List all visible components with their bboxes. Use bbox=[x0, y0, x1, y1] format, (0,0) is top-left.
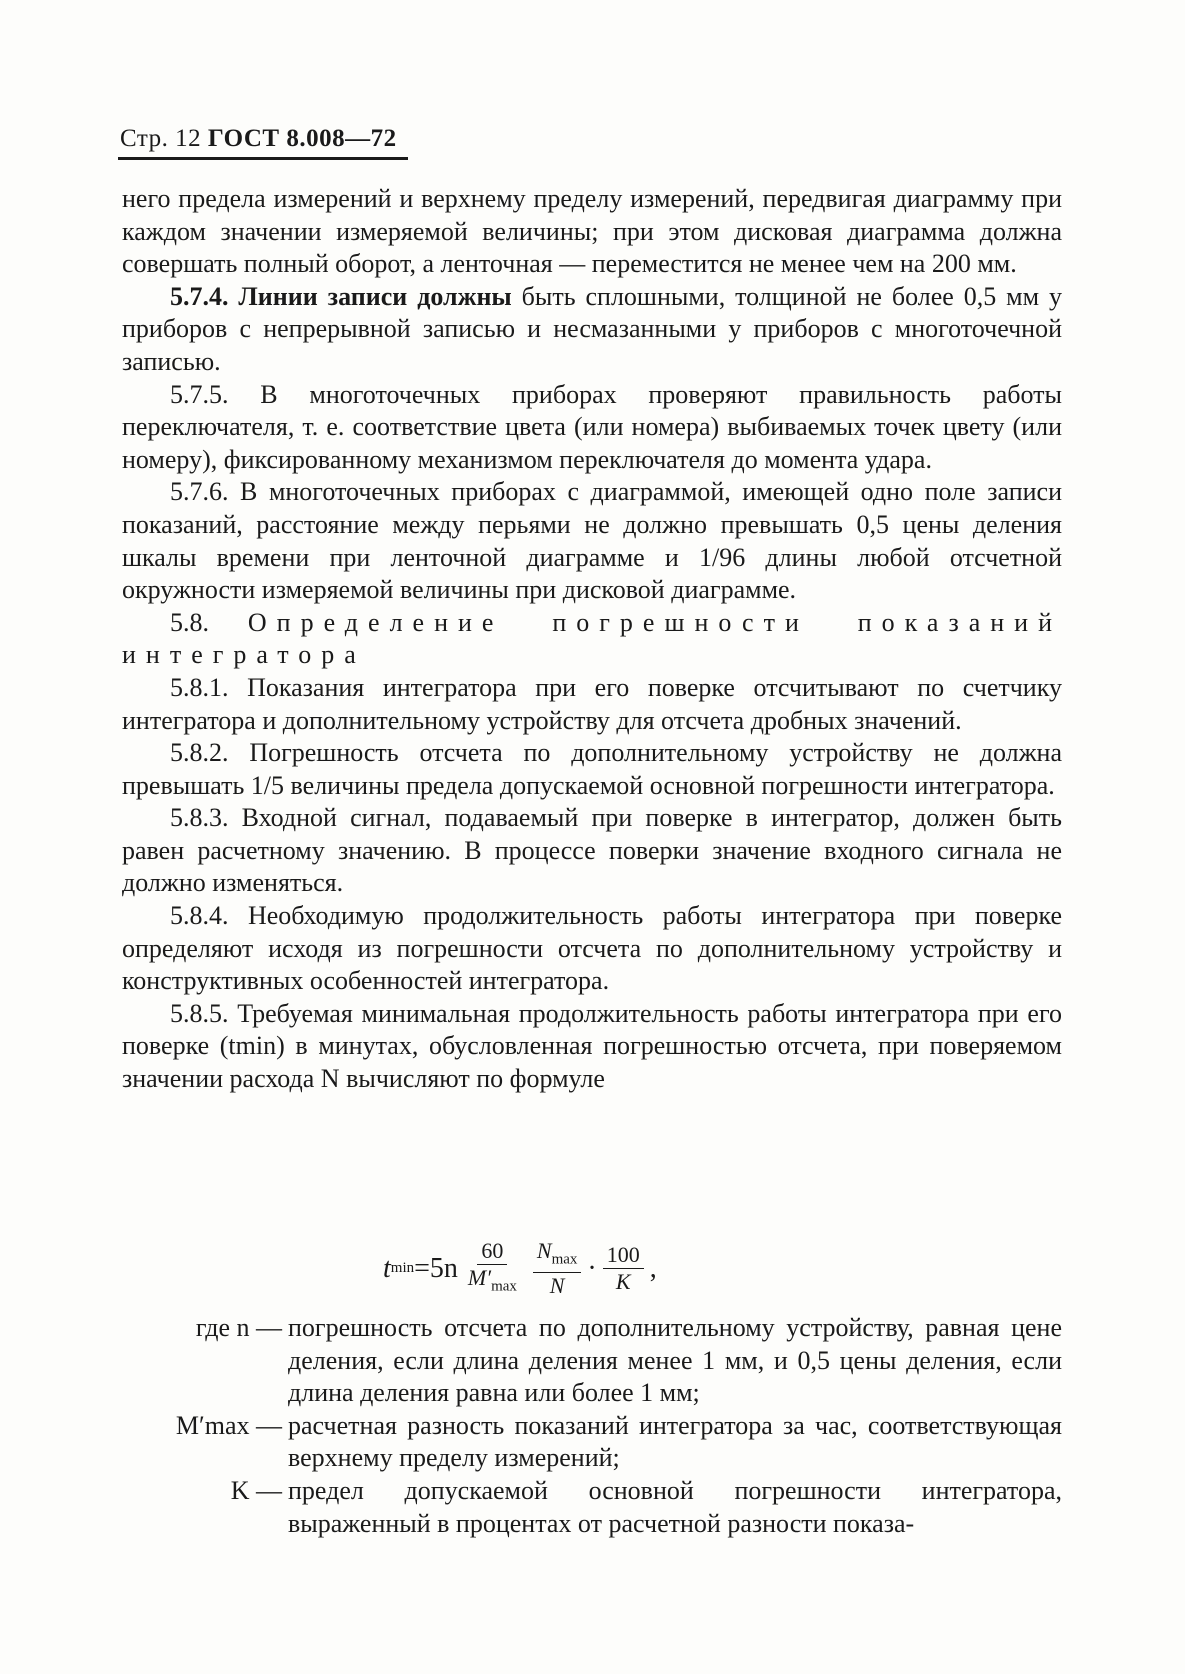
header-rule bbox=[118, 157, 408, 160]
standard-code: ГОСТ 8.008—72 bbox=[207, 125, 397, 152]
fraction-100-over-k bbox=[603, 1242, 644, 1295]
variable-definitions bbox=[122, 1312, 1062, 1540]
fraction-nmax-over-n bbox=[533, 1238, 582, 1299]
formula-lhs-sub: min bbox=[390, 1260, 415, 1277]
fraction-numerator-symbol: N bbox=[536, 1238, 552, 1263]
paragraph-5-8-4: 5.8.4. Необходимую продолжительность работы интегратора при поверке определяют исходя из погрешности отсчета по дополнительному устройству и конструктивных особенностей интегратора. bbox=[122, 901, 1062, 996]
section-5-8-number: 5.8. bbox=[170, 607, 209, 637]
formula-lhs: t bbox=[383, 1252, 391, 1284]
fraction-numerator: 60 bbox=[477, 1238, 507, 1265]
paragraph-5-8-3: 5.8.3. Входной сигнал, подаваемый при поверке в интегратор, должен быть равен расчетному значению. В процессе поверки значение входного сигнала не должно изменяться. bbox=[122, 803, 1062, 898]
paragraph-5-7-4 bbox=[122, 281, 1062, 379]
fraction-denominator bbox=[464, 1265, 521, 1299]
fraction-numerator: 100 bbox=[603, 1242, 644, 1269]
paragraph-5-7-6: 5.7.6. В многоточечных приборах с диаграммой, имеющей одно поле записи показаний, расстояние между перьями не должно превышать 0,5 цены деления шкалы времени при ленточной диаграмме и 1/96 длины любой отсчетной окружности измеряемой величины при дисковой диаграмме. bbox=[122, 477, 1062, 605]
definition-mmax bbox=[122, 1410, 1062, 1475]
document-body bbox=[122, 183, 1062, 1096]
definition-term: K — bbox=[230, 1475, 282, 1505]
paragraph-5-8-5: 5.8.5. Требуемая минимальная продолжительность работы интегратора при его поверке (tmin) в минутах, обусловленная погрешностью отсчета, при поверяемом значении расхода N вычисляют по формуле bbox=[122, 998, 1062, 1094]
clause-5-7-4-bold: записи должны bbox=[327, 281, 512, 311]
fraction-denominator-sub: max bbox=[491, 1278, 517, 1295]
section-5-8-title: Определение погрешности показаний интегратора bbox=[122, 607, 1062, 670]
fraction-60-over-mmax bbox=[464, 1238, 521, 1299]
fraction-numerator bbox=[533, 1238, 582, 1273]
definition-text: погрешность отсчета по дополнительному устройству, равная цене деления, если длина деления менее 1 мм, и 0,5 цены деления, если длина деления равна или более 1 мм; bbox=[288, 1313, 1062, 1408]
formula-dot: · bbox=[587, 1252, 597, 1284]
definition-k bbox=[122, 1475, 1062, 1540]
fraction-denominator-symbol: M′ bbox=[467, 1265, 492, 1290]
clause-5-7-4-lead: 5.7.4. Линии bbox=[170, 281, 318, 311]
formula-tail: , bbox=[649, 1252, 657, 1284]
page-number: Стр. 12 bbox=[120, 125, 202, 152]
fraction-numerator-sub: max bbox=[551, 1251, 578, 1268]
definition-text: предел допускаемой основной погрешности интегратора, выраженный в процентах от расчетной разности показа- bbox=[288, 1475, 1062, 1538]
clause-5-7-4-text: быть сплошными, толщиной не более 0,5 мм у приборов с непрерывной записью и несмазанными у приборов с многоточечной записью. bbox=[122, 281, 1063, 376]
definition-term: где n — bbox=[195, 1313, 282, 1342]
definition-term: M′max — bbox=[175, 1410, 282, 1440]
paragraph-5-8-2: 5.8.2. Погрешность отсчета по дополнительному устройству не должна превышать 1/5 величины предела допускаемой основной погрешности интегратора. bbox=[122, 738, 1062, 800]
fraction-denominator-symbol: K bbox=[615, 1269, 631, 1295]
fraction-denominator-symbol: N bbox=[549, 1273, 565, 1299]
paragraph-continuation: него предела измерений и верхнему пределу измерений, передвигая диаграмму при каждом значении измеряемой величины; при этом дисковая диаграмма должна совершать полный оборот, а ленточная — переместится не менее чем на 200 мм. bbox=[122, 184, 1062, 279]
paragraph-5-8-1: 5.8.1. Показания интегратора при его поверке отсчитывают по счетчику интегратора и дополнительному устройству для отсчета дробных значений. bbox=[122, 672, 1062, 735]
page-header bbox=[120, 125, 397, 153]
section-5-8-heading bbox=[122, 607, 1062, 672]
paragraph-5-7-5: 5.7.5. В многоточечных приборах проверяют правильность работы переключателя, т. е. соответствие цвета (или номера) выбиваемых точек цвету (или номеру), фиксированному механизмом переключателя до момента удара. bbox=[122, 379, 1062, 474]
fraction-denominator bbox=[612, 1269, 635, 1295]
definition-n bbox=[122, 1312, 1062, 1410]
fraction-denominator bbox=[546, 1273, 569, 1299]
definition-text: расчетная разность показаний интегратора за час, соответствующая верхнему пределу измерений; bbox=[288, 1410, 1062, 1473]
formula-eq: =5n bbox=[414, 1252, 458, 1284]
formula-tmin bbox=[383, 1238, 657, 1299]
